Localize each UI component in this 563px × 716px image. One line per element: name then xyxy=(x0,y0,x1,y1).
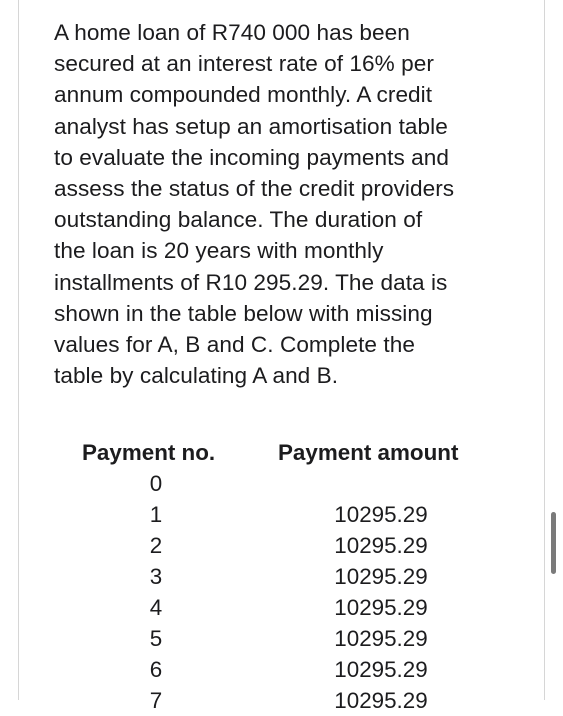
header-payment-no: Payment no. xyxy=(82,440,216,465)
question-line: A home loan of R740 000 has been xyxy=(54,20,410,45)
question-line: the loan is 20 years with monthly xyxy=(54,238,384,264)
payment-amount-cell: 10295.29 xyxy=(334,657,428,682)
payment-no-cell: 5 xyxy=(149,626,163,651)
question-line: to evaluate the incoming payments and xyxy=(54,144,449,170)
table-row xyxy=(0,499,563,530)
question-line: assess the status of the credit providers xyxy=(54,176,455,202)
payment-no-cell: 2 xyxy=(149,533,163,558)
table-row xyxy=(0,654,563,685)
payment-no-cell: 3 xyxy=(149,564,163,589)
table-row xyxy=(0,685,563,716)
table-row xyxy=(0,561,563,592)
payment-no-cell: 1 xyxy=(149,502,163,527)
payment-amount-cell: 10295.29 xyxy=(334,626,428,651)
payment-no-cell: 4 xyxy=(149,595,163,620)
question-line: table by calculating A and B. xyxy=(54,363,339,389)
table-row xyxy=(0,592,563,623)
question-line: analyst has setup an amortisation table xyxy=(54,113,448,139)
payment-amount-cell: 10295.29 xyxy=(334,502,428,527)
payment-no-cell: 7 xyxy=(149,688,163,713)
question-text xyxy=(54,17,524,391)
question-line: outstanding balance. The duration of xyxy=(54,207,423,233)
payment-no-cell: 6 xyxy=(149,657,163,682)
question-line: annum compounded monthly. A credit xyxy=(54,82,433,108)
table-row xyxy=(0,530,563,561)
payment-amount-cell: 10295.29 xyxy=(334,564,428,589)
question-line: shown in the table below with missing xyxy=(54,300,433,326)
scrollbar-thumb[interactable] xyxy=(551,512,556,574)
payment-amount-cell: 10295.29 xyxy=(334,533,428,558)
question-line: installments of R10 295.29. The data is xyxy=(54,269,448,295)
table-row xyxy=(0,468,563,499)
question-line: values for A, B and C. Complete the xyxy=(54,332,415,358)
header-payment-amount: Payment amount xyxy=(278,440,459,465)
table-row xyxy=(0,623,563,654)
payment-amount-cell: 10295.29 xyxy=(334,688,428,713)
payment-amount-cell: 10295.29 xyxy=(334,595,428,620)
question-line: secured at an interest rate of 16% per xyxy=(54,51,434,77)
payment-no-cell: 0 xyxy=(149,471,163,496)
